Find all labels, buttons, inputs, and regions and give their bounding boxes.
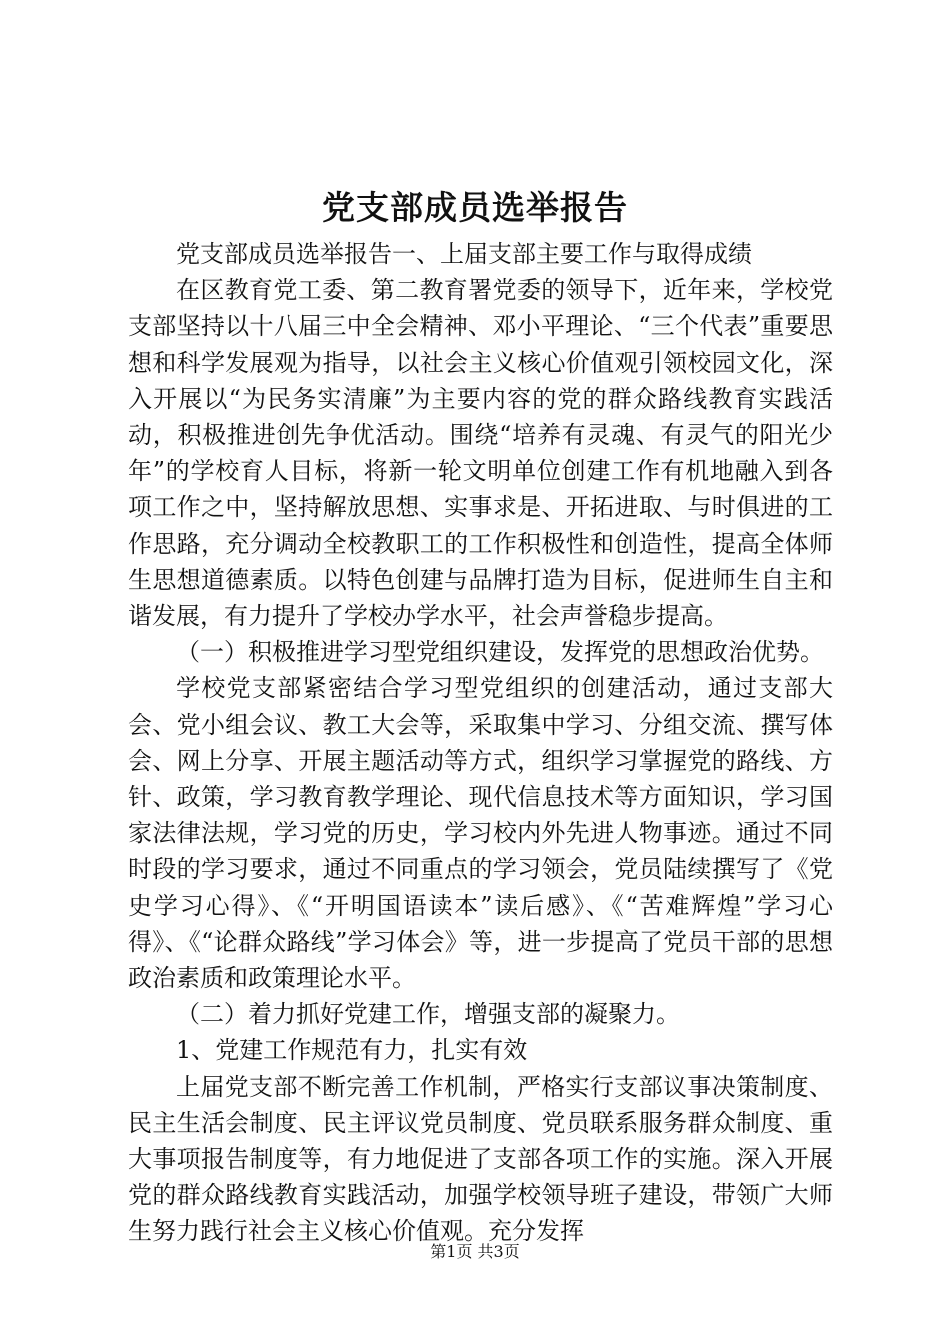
subsection-heading-1: 1、党建工作规范有力，扎实有效: [176, 1036, 528, 1065]
section-heading-2: （二）着力抓好党建工作，增强支部的凝聚力。: [176, 1000, 680, 1029]
section-heading-1: （一）积极推进学习型党组织建设，发挥党的思想政治优势。: [176, 638, 824, 667]
document-body: [128, 236, 833, 1250]
document-title: 党支部成员选举报告: [322, 188, 628, 227]
paragraph-overview: 在区教育党工委、第二教育署党委的领导下，近年来，学校党支部坚持以十八届三中全会精神、邓小平理论、“三个代表”重要思想和科学发展观为指导，以社会主义核心价值观引领校园文化，深入开展以“为民务实清廉”为主要内容的党的群众路线教育实践活动，积极推进创先争优活动。围绕“培养有灵魂、有灵气的阳光少年”的学校育人目标，将新一轮文明单位创建工作有机地融入到各项工作之中，坚持解放思想、实事求是、开拓进取、与时俱进的工作思路，充分调动全校教职工的工作积极性和创造性，提高全体师生思想道德素质。以特色创建与品牌打造为目标，促进师生自主和谐发展，有力提升了学校办学水平，社会声誉稳步提高。: [128, 276, 833, 631]
paragraph-study: 学校党支部紧密结合学习型党组织的创建活动，通过支部大会、党小组会议、教工大会等，采取集中学习、分组交流、撰写体会、网上分享、开展主题活动等方式，组织学习掌握党的路线、方针、政策，学习教育教学理论、现代信息技术等方面知识，学习国家法律法规，学习党的历史，学习校内外先进人物事迹。通过不同时段的学习要求，通过不同重点的学习领会，党员陆续撰写了《党史学习心得》、《“开明国语读本”读后感》、《“苦难辉煌”学习心得》、《“论群众路线”学习体会》等，进一步提高了党员干部的思想政治素质和政策理论水平。: [128, 674, 833, 993]
paragraph-mechanism: 上届党支部不断完善工作机制，严格实行支部议事决策制度、民主生活会制度、民主评议党员制度、党员联系服务群众制度、重大事项报告制度等，有力地促进了支部各项工作的实施。深入开展党的群众路线教育实践活动，加强学校领导班子建设，带领广大师生努力践行社会主义核心价值观。充分发挥: [128, 1072, 833, 1246]
paragraph-heading-intro: 党支部成员选举报告一、上届支部主要工作与取得成绩: [176, 240, 752, 268]
page-number: 第1页 共3页: [430, 1242, 520, 1261]
